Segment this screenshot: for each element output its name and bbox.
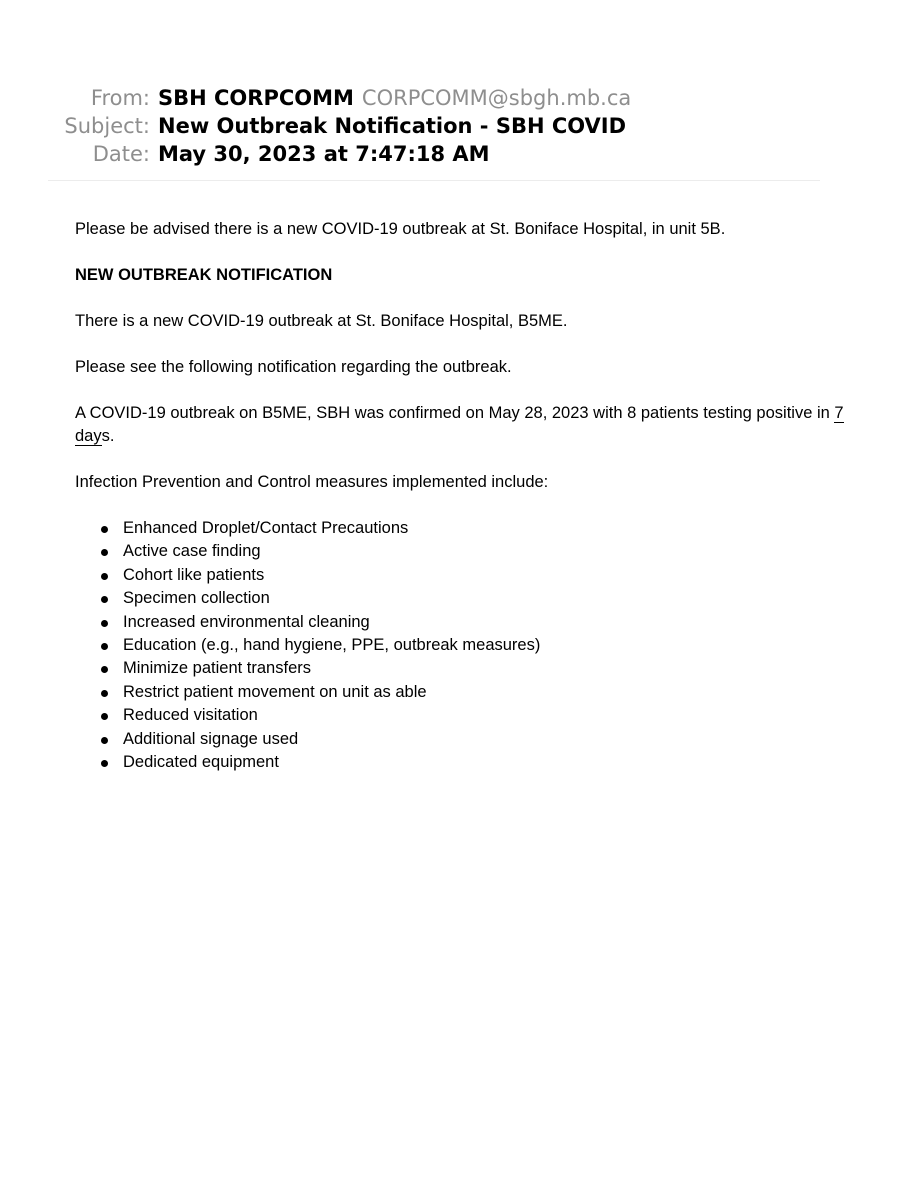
bullet-icon	[101, 573, 108, 580]
email-body	[75, 218, 855, 774]
list-item: Enhanced Droplet/Contact Precautions	[123, 517, 855, 540]
bullet-icon	[101, 596, 108, 603]
sender-name[interactable]: SBH CORPCOMM	[158, 86, 354, 110]
list-item: Additional signage used	[123, 728, 855, 751]
bullet-icon	[101, 643, 108, 650]
measures-list	[75, 517, 855, 774]
list-item: Increased environmental cleaning	[123, 611, 855, 634]
bullet-icon	[101, 760, 108, 767]
list-item: Restrict patient movement on unit as able	[123, 681, 855, 704]
bullet-icon	[101, 713, 108, 720]
sender-email[interactable]: CORPCOMM@sbgh.mb.ca	[361, 86, 632, 110]
bullet-icon	[101, 666, 108, 673]
list-item: Cohort like patients	[123, 564, 855, 587]
list-item: Education (e.g., hand hygiene, PPE, outbreak measures)	[123, 634, 855, 657]
notification-heading: NEW OUTBREAK NOTIFICATION	[75, 266, 333, 284]
date-label: Date:	[92, 142, 150, 166]
list-item: Reduced visitation	[123, 704, 855, 727]
subject-row	[48, 112, 820, 140]
subject-label: Subject:	[64, 114, 150, 138]
measures-intro: Infection Prevention and Control measures implemented include:	[75, 473, 549, 491]
notification-paragraph: Please see the following notification regarding the outbreak.	[75, 358, 512, 376]
bullet-icon	[101, 549, 108, 556]
from-row	[48, 84, 820, 112]
outbreak-paragraph: There is a new COVID-19 outbreak at St. Boniface Hospital, B5ME.	[75, 312, 568, 330]
from-label: From:	[90, 86, 150, 110]
confirmation-text: A COVID-19 outbreak on B5ME, SBH was confirmed on May 28, 2023 with 8 patients testing positive in	[75, 404, 835, 422]
confirmation-paragraph	[75, 402, 855, 448]
list-item: Specimen collection	[123, 587, 855, 610]
bullet-icon	[101, 620, 108, 627]
list-item: Dedicated equipment	[123, 751, 855, 774]
email-header	[48, 84, 820, 181]
list-item: Active case finding	[123, 540, 855, 563]
underlined-days: 7 day	[75, 404, 844, 445]
list-item: Minimize patient transfers	[123, 657, 855, 680]
date-text: May 30, 2023 at 7:47:18 AM	[158, 142, 490, 166]
confirmation-end: s.	[101, 427, 115, 445]
bullet-icon	[101, 526, 108, 533]
subject-text: New Outbreak Notification - SBH COVID	[158, 114, 627, 138]
bullet-icon	[101, 737, 108, 744]
bullet-icon	[101, 690, 108, 697]
intro-paragraph: Please be advised there is a new COVID-19 outbreak at St. Boniface Hospital, in unit 5B.	[75, 220, 726, 238]
date-row	[48, 140, 820, 168]
